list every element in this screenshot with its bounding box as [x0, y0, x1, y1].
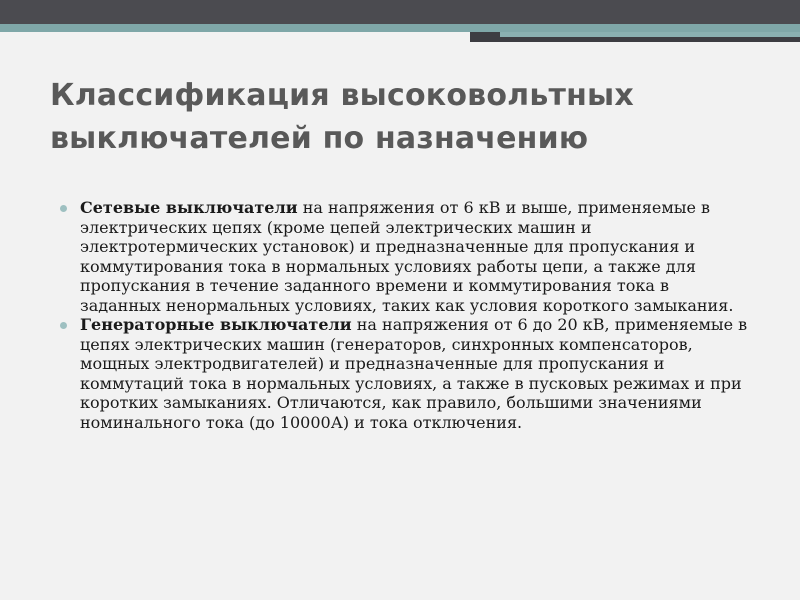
top-band: [0, 0, 800, 24]
bullet-term: Сетевые выключатели: [80, 198, 298, 217]
bullet-text: на напряжения от 6 до 20 кВ, применяемые в цепях электрических машин (генераторов, синхронных компенсаторов, мощных электродвигателей) и предназначенные для пропускания и коммутаций тока в нормальных условиях, а также в пусковых режимах и при коротких замыканиях. Отличаются, как правило, большими значениями номинального тока (до 10000А) и тока отключения.: [80, 315, 748, 432]
bullet-item-network-breakers: [60, 198, 750, 315]
slide-title: [50, 74, 760, 160]
bullet-list: [60, 198, 750, 432]
bullet-icon: [60, 322, 67, 329]
teal-accent-strip: [0, 24, 800, 32]
bullet-term: Генераторные выключатели: [80, 315, 352, 334]
bullet-item-generator-breakers: [60, 315, 750, 432]
title-line-2: выключателей по назначению: [50, 121, 589, 156]
accent-tab: [500, 32, 800, 37]
title-line-1: Классификация высоковольтных: [50, 78, 634, 113]
bullet-icon: [60, 205, 67, 212]
bullet-text: на напряжения от 6 кВ и выше, применяемые в электрических цепях (кроме цепей электрических машин и электротермических установок) и предназначенные для пропускания и коммутирования тока в нормальных условиях работы цепи, а также для пропускания в течение заданного времени и коммутирования тока в заданных ненормальных условиях, таких как условия короткого замыкания.: [80, 198, 734, 315]
